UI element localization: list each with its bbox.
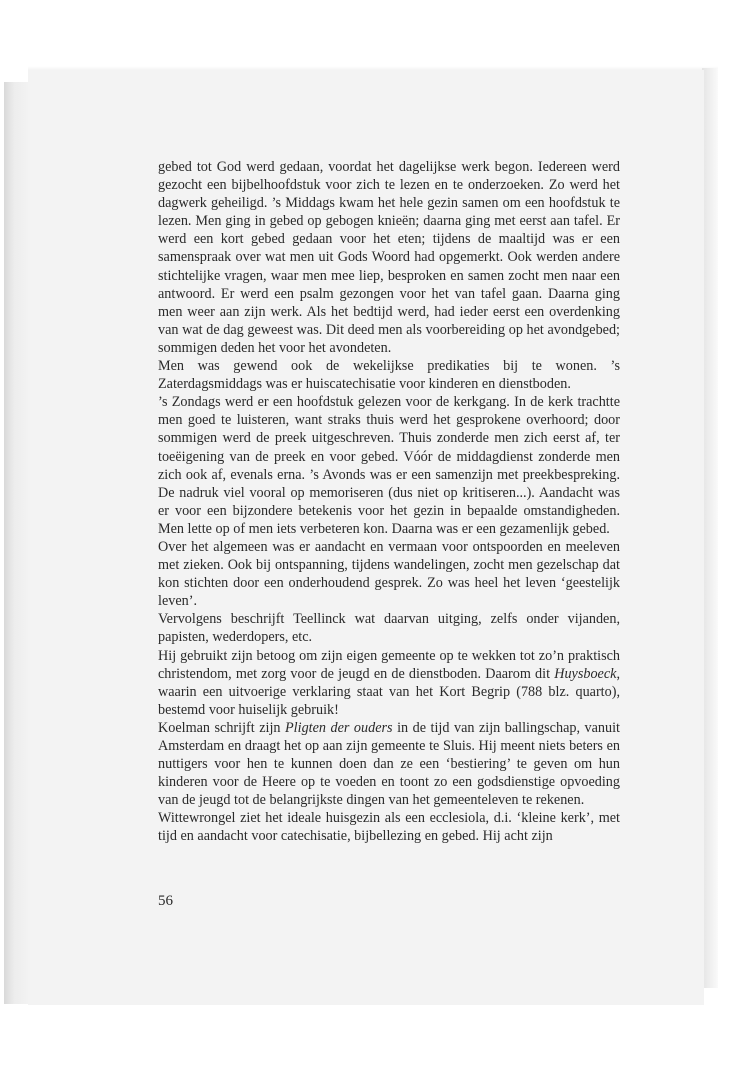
left-page-edge [4,82,30,1004]
paragraph [158,158,620,357]
text-run: Vervolgens beschrijft Teellinck wat daarvan uitging, zelfs onder vijanden, papisten, wederdopers, etc. [158,611,620,646]
text-run: Men was gewend ook de wekelijkse predikaties bij te wonen. ’s Zaterdagsmiddags was er huiscatechisatie voor kinderen en dienstboden. [158,358,620,393]
paragraph [158,393,620,538]
text-run: Wittewrongel ziet het ideale huisgezin als een ecclesiola, d.i. ‘kleine kerk’, met tijd en aandacht voor catechisatie, bijbellezing en gebed. Hij acht zijn [158,810,620,845]
text-run: Over het algemeen was er aandacht en vermaan voor ontspoorden en meeleven met zieken. Ook bij ontspanning, tijdens wandelingen, zocht men gezelschap dat kon stichten door een onderhoudend gesprek. Zo was heel het leven ‘geestelijk leven’. [158,538,620,610]
paragraph [158,647,620,719]
paragraph [158,538,620,610]
body-text [158,158,620,846]
book-title-pligten-der-ouders: Pligten der ouders [285,719,393,736]
page-number: 56 [158,893,173,909]
text-run: in de tijd van zijn ballingschap, vanuit Amsterdam en draagt het op aan zijn gemeente te Sluis. Hij meent niets beters en nuttigers voor hen te kunnen doen dan ze een ‘bestiering’ te geven om hun kinderen voor de Heere op te voeden en toont zo een godsdienstige opvoeding van de jeugd tot de belangrijkste dingen van het gemeenteleven te rekenen. [158,719,620,809]
text-run: , waarin een uitvoerige verklaring staat van het Kort Begrip (788 blz. quarto), bestemd voor huiselijk gebruik! [158,665,620,718]
paragraph [158,357,620,393]
text-run: Koelman schrijft zijn [158,719,286,736]
paragraph [158,610,620,646]
text-run: ’s Zondags werd er een hoofdstuk gelezen voor de kerkgang. In de kerk trachtte men goed te luisteren, want straks thuis werd het gesprokene overhoord; door sommigen werd de preek uitgeschreven. Thuis zonderde men zich eerst af, ter toeëigening van de preek en voor gebed. Vóór de middagdienst zonderde men zich ook af, evenals erna. ’s Avonds was er een samenzijn met preekbespreking. De nadruk viel vooral op memoriseren (dus niet op kritiseren...). Aandacht was er voor een bijzondere betekenis voor het gezin in bepaalde omstandigheden. Men lette op of men iets verbeteren kon. Daarna was er een gezamenlijk gebed. [158,394,620,537]
text-run: Hij gebruikt zijn betoog om zijn eigen gemeente op te wekken tot zo’n praktisch christendom, met zorg voor de jeugd en de dienstboden. Daarom dit [158,647,620,682]
right-page-edge [702,68,718,988]
paragraph [158,719,620,809]
text-run: gebed tot God werd gedaan, voordat het dagelijkse werk begon. Iedereen werd gezocht een bijbelhoofdstuk voor zich te lezen en te onderzoeken. Zo werd het dagwerk geheiligd. ’s Middags kwam het hele gezin samen om een hoofdstuk te lezen. Men ging in gebed op gebogen knieën; daarna ging met eerst aan tafel. Er werd een kort gebed gedaan voor het eten; tijdens de maaltijd was er een samenspraak over wat men uit Gods Woord had opgemerkt. Ook werden andere stichtelijke vragen, waar men mee liep, besproken en samen zocht men naar een antwoord. Er werd een psalm gezongen voor het van tafel gaan. Daarna ging men weer aan zijn werk. Als het bedtijd werd, had ieder eerst een overdenking van wat de dag geweest was. Dit deed men als voorbereiding op het avondgebed; sommigen deden het voor het avondeten. [158,159,620,356]
paragraph [158,809,620,845]
book-title-huysboeck: Huysboeck [554,665,617,682]
